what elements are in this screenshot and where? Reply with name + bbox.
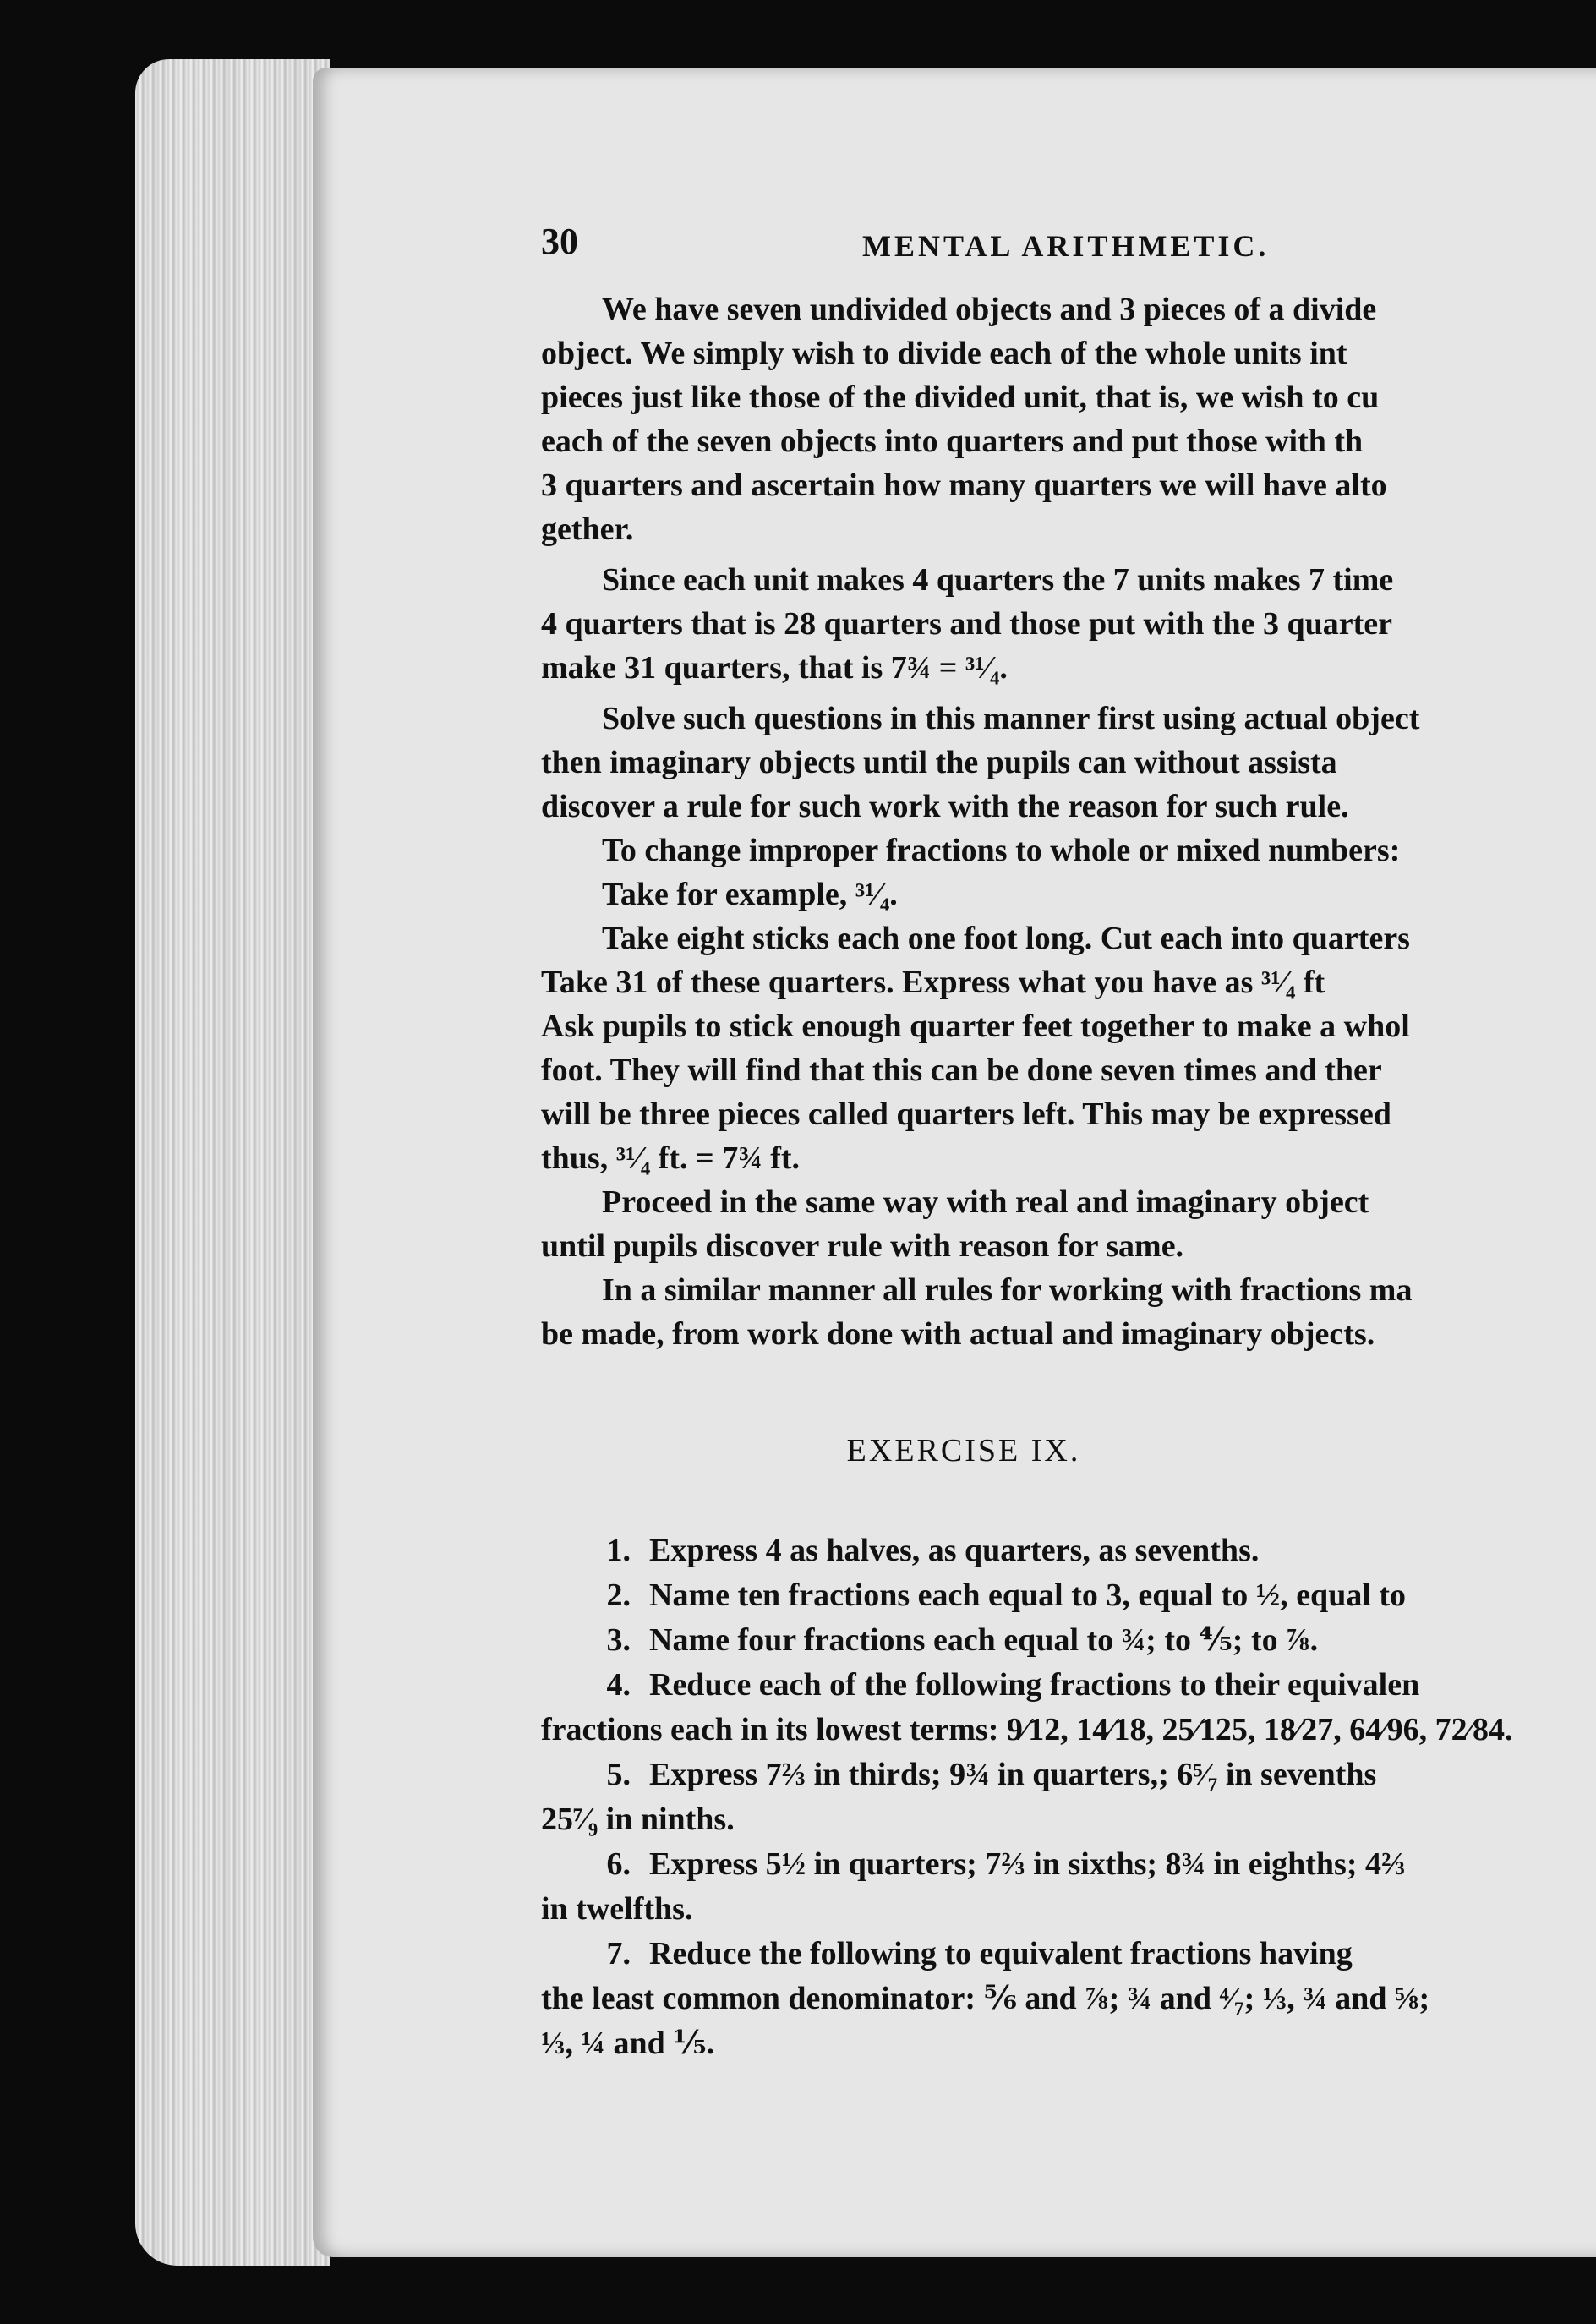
text-line: foot. They will find that this can be done seven times and ther — [541, 1053, 1382, 1088]
exercise-text: Express 4 as halves, as quarters, as sevenths. — [649, 1533, 1260, 1568]
paragraph-8 — [541, 1268, 1596, 1356]
text-line: Solve such questions in this manner first using actual object — [602, 701, 1420, 736]
text-line: Take 31 of these quarters. Express what you have as ³¹⁄₄ ft — [541, 965, 1325, 1000]
paragraph-3 — [541, 697, 1596, 828]
paragraph-5 — [541, 872, 1596, 916]
exercise-item — [541, 1932, 1596, 2066]
text-line: 3 quarters and ascertain how many quarters we will have alto — [541, 468, 1387, 503]
text-line: pieces just like those of the divided unit, that is, we wish to cu — [541, 380, 1380, 415]
exercise-number: 5. — [606, 1757, 631, 1792]
text-line: until pupils discover rule with reason for same. — [541, 1228, 1184, 1264]
text-line: We have seven undivided objects and 3 pieces of a divide — [602, 292, 1377, 327]
text-line: Take eight sticks each one foot long. Cut each into quarters — [602, 921, 1410, 956]
exercise-number: 7. — [606, 1936, 631, 1971]
text-line: Proceed in the same way with real and imaginary object — [602, 1184, 1369, 1220]
exercise-item — [541, 1842, 1596, 1932]
paragraph-6 — [541, 916, 1596, 1180]
exercise-number: 1. — [606, 1533, 631, 1568]
text-line: To change improper fractions to whole or mixed numbers: — [602, 833, 1401, 868]
text-line: 4 quarters that is 28 quarters and those put with the 3 quarter — [541, 606, 1392, 642]
text-line: make 31 quarters, that is 7¾ = ³¹⁄₄. — [541, 650, 1008, 686]
exercise-text: Express 7⅔ in thirds; 9¾ in quarters,; 6⁵⁄₇ in sevenths — [649, 1757, 1377, 1792]
text-line: discover a rule for such work with the reason for such rule. — [541, 789, 1349, 824]
exercise-item — [541, 1573, 1596, 1618]
exercise-text-cont: ⅓, ¼ and ⅕. — [541, 2026, 715, 2061]
exercise-text: Reduce the following to equivalent fractions having — [649, 1936, 1353, 1971]
running-head — [541, 220, 1596, 287]
text-line: Since each unit makes 4 quarters the 7 units makes 7 time — [602, 562, 1394, 598]
text-line: Ask pupils to stick enough quarter feet together to make a whol — [541, 1009, 1410, 1044]
text-line: will be three pieces called quarters left. This may be expressed — [541, 1096, 1391, 1132]
exercise-item — [541, 1663, 1596, 1753]
text-line: thus, ³¹⁄₄ ft. = 7¾ ft. — [541, 1140, 801, 1176]
paragraph-7 — [541, 1180, 1596, 1268]
exercise-text: Name ten fractions each equal to 3, equal to ½, equal to — [649, 1578, 1407, 1613]
paragraph-2 — [541, 558, 1596, 690]
exercise-number: 3. — [606, 1622, 631, 1658]
exercise-number: 6. — [606, 1846, 631, 1882]
paragraph-4 — [541, 828, 1596, 872]
running-title: MENTAL ARITHMETIC. — [862, 229, 1270, 263]
page-number: 30 — [541, 221, 578, 262]
text-line: then imaginary objects until the pupils can without assista — [541, 745, 1337, 780]
exercise-text: Express 5½ in quarters; 7⅔ in sixths; 8¾ in eighths; 4⅔ — [649, 1846, 1406, 1882]
text-line: object. We simply wish to divide each of the whole units int — [541, 336, 1347, 371]
text-line: Take for example, ³¹⁄₄. — [602, 877, 898, 912]
exercise-item — [541, 1528, 1596, 1573]
exercise-number: 4. — [606, 1667, 631, 1703]
exercise-item — [541, 1618, 1596, 1663]
page-content — [541, 220, 1596, 2066]
exercise-text-cont: the least common denominator: ⅚ and ⅞; ¾ and ⁴⁄₇; ⅓, ¾ and ⅝; — [541, 1981, 1430, 2016]
text-line: each of the seven objects into quarters and put those with th — [541, 424, 1364, 459]
exercise-item — [541, 1753, 1596, 1842]
exercise-list — [541, 1528, 1596, 2066]
exercise-text-cont: 25⁷⁄₉ in ninths. — [541, 1802, 735, 1837]
exercise-text: Name four fractions each equal to ¾; to ⅘; to ⅞. — [649, 1622, 1319, 1658]
book-page-edges — [135, 59, 330, 2266]
exercise-text-cont: in twelfths. — [541, 1891, 693, 1927]
exercise-text-cont: fractions each in its lowest terms: 9⁄12, 14⁄18, 25⁄125, 18⁄27, 64⁄96, 72⁄84. — [541, 1712, 1513, 1747]
exercise-number: 2. — [606, 1578, 631, 1613]
paragraph-1 — [541, 287, 1596, 551]
text-line: In a similar manner all rules for working with fractions ma — [602, 1272, 1413, 1308]
book-page — [313, 68, 1596, 2257]
exercise-text: Reduce each of the following fractions to their equivalen — [649, 1667, 1420, 1703]
exercise-heading: EXERCISE IX. — [846, 1433, 1081, 1468]
text-line: be made, from work done with actual and imaginary objects. — [541, 1316, 1375, 1352]
text-line: gether. — [541, 511, 634, 547]
